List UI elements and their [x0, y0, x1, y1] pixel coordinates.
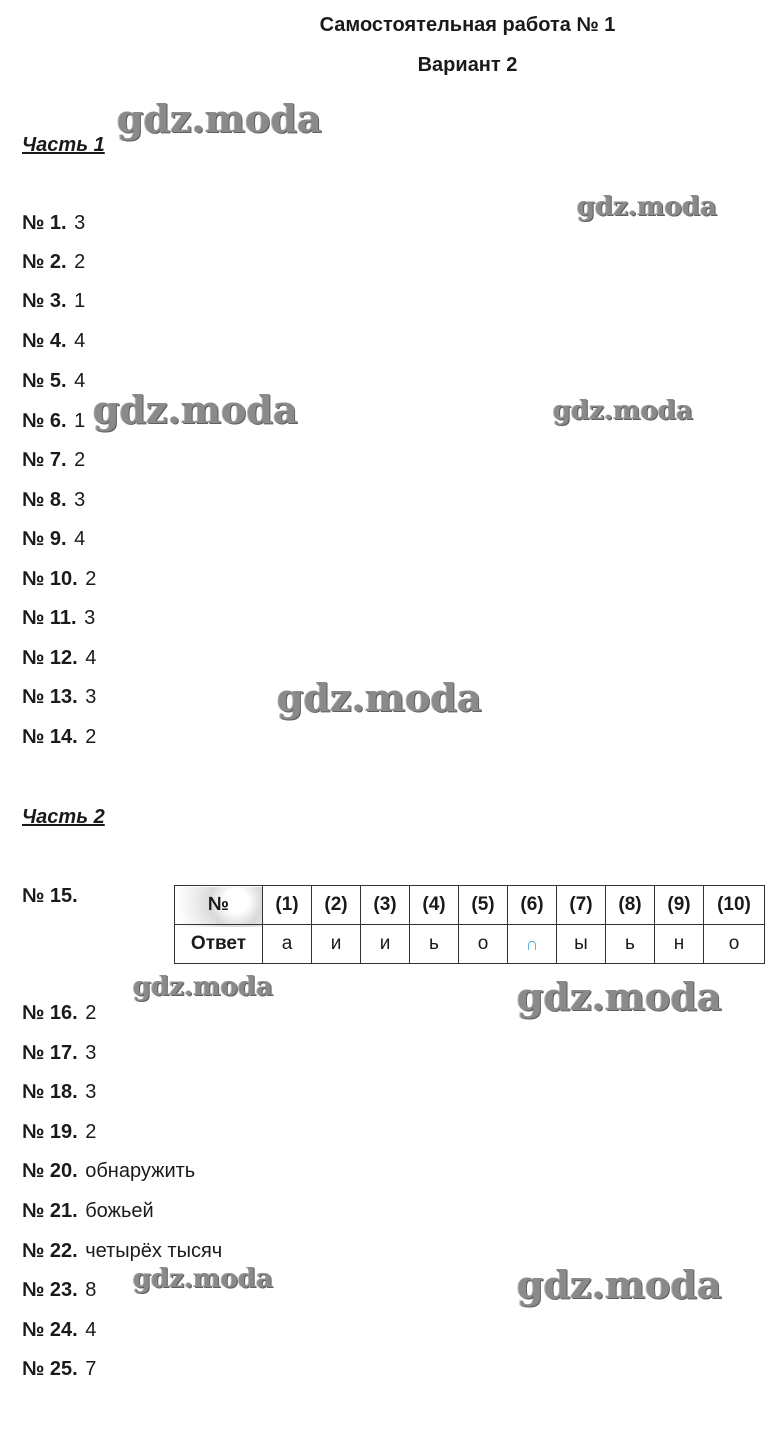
answer-line [22, 726, 96, 749]
watermark: gdz.moda [517, 1262, 722, 1307]
answer-value: обнаружить [85, 1160, 196, 1182]
task-15-number: № 15. [22, 885, 78, 907]
answer-line [22, 686, 96, 709]
table-answer-cell: а [263, 925, 312, 964]
variant-title: Вариант 2 [417, 54, 518, 76]
answer-line [22, 1042, 96, 1065]
answer-number: № 12. [22, 647, 78, 669]
answer-line [22, 1240, 222, 1263]
answer-value: 4 [74, 370, 86, 392]
table-column-header: (3) [361, 886, 410, 925]
answer-line [22, 1081, 96, 1104]
answer-line [22, 568, 96, 591]
answer-line [22, 330, 85, 353]
answer-number: № 7. [22, 449, 67, 471]
answer-number: № 23. [22, 1279, 78, 1301]
table-answer-cell: и [361, 925, 410, 964]
answer-value: 3 [74, 212, 86, 234]
answer-line [22, 1002, 96, 1025]
answer-value: 2 [85, 568, 97, 590]
answer-value: 3 [85, 1081, 97, 1103]
answer-number: № 5. [22, 370, 67, 392]
table-column-header: (5) [459, 886, 508, 925]
table-answer-cell: о [459, 925, 508, 964]
watermark: gdz.moda [277, 675, 482, 720]
answer-value: 1 [74, 410, 86, 432]
answer-value: четырёх тысяч [85, 1240, 223, 1262]
answer-value: 3 [85, 686, 97, 708]
table-column-header: (10) [704, 886, 765, 925]
answer-number: № 9. [22, 528, 67, 550]
table-answer-cell: о [704, 925, 765, 964]
table-column-header: (8) [606, 886, 655, 925]
answer-value: 2 [85, 1121, 97, 1143]
answer-value: 4 [74, 528, 86, 550]
table-answer-cell: н [655, 925, 704, 964]
answer-number: № 16. [22, 1002, 78, 1024]
answer-number: № 24. [22, 1319, 78, 1341]
answer-number: № 4. [22, 330, 67, 352]
watermark: gdz.moda [133, 1264, 274, 1294]
table-answer-cell: ь [410, 925, 459, 964]
table-column-header: (6) [508, 886, 557, 925]
answer-line [22, 647, 96, 670]
task-15-table [174, 885, 765, 964]
answer-number: № 1. [22, 212, 67, 234]
answer-line [22, 489, 85, 512]
answer-number: № 10. [22, 568, 78, 590]
watermark: gdz.moda [577, 192, 718, 222]
answer-line [22, 1121, 96, 1144]
answer-value: 3 [85, 1042, 97, 1064]
answer-line [22, 370, 85, 393]
table-column-header: (1) [263, 886, 312, 925]
table-column-header: (2) [312, 886, 361, 925]
table-answer-cell: ∩ [508, 925, 557, 964]
answer-value: 2 [85, 1002, 97, 1024]
answer-number: № 17. [22, 1042, 78, 1064]
answer-value: 4 [74, 330, 86, 352]
watermark: gdz.moda [93, 387, 298, 432]
table-answer-cell: ы [557, 925, 606, 964]
table-header-row [175, 886, 765, 925]
answer-line [22, 1319, 96, 1342]
answer-line [22, 1200, 154, 1223]
answer-value: 2 [74, 449, 86, 471]
table-answer-cell: ь [606, 925, 655, 964]
answer-value: 7 [85, 1358, 97, 1380]
answer-number: № 8. [22, 489, 67, 511]
table-header-label: № [175, 886, 263, 925]
table-answer-row [175, 925, 765, 964]
table-column-header: (9) [655, 886, 704, 925]
answer-line [22, 449, 85, 472]
part1-heading: Часть 1 [22, 134, 105, 156]
answer-value: божьей [85, 1200, 154, 1222]
answer-number: № 19. [22, 1121, 78, 1143]
answer-number: № 18. [22, 1081, 78, 1103]
answer-value: 3 [74, 489, 86, 511]
table-column-header: (4) [410, 886, 459, 925]
answer-number: № 20. [22, 1160, 78, 1182]
table-row-label: Ответ [175, 925, 263, 964]
answer-line [22, 1279, 96, 1302]
answer-line [22, 212, 85, 235]
table-column-header: (7) [557, 886, 606, 925]
answer-number: № 25. [22, 1358, 78, 1380]
answer-number: № 14. [22, 726, 78, 748]
answer-line [22, 1358, 96, 1381]
answer-value: 2 [85, 726, 97, 748]
task-15-line [22, 885, 78, 908]
answer-number: № 6. [22, 410, 67, 432]
table-answer-cell: и [312, 925, 361, 964]
answer-number: № 2. [22, 251, 67, 273]
answer-value: 4 [85, 647, 97, 669]
answer-line [22, 410, 85, 433]
answer-number: № 3. [22, 290, 67, 312]
answer-line [22, 528, 85, 551]
watermark: gdz.moda [133, 972, 274, 1002]
answer-line [22, 290, 85, 313]
answer-value: 4 [85, 1319, 97, 1341]
part2-heading: Часть 2 [22, 806, 105, 828]
answer-value: 2 [74, 251, 86, 273]
page-title: Самостоятельная работа № 1 [319, 14, 616, 36]
answer-line [22, 251, 85, 274]
answer-number: № 11. [22, 607, 77, 629]
answer-number: № 22. [22, 1240, 78, 1262]
answer-line [22, 607, 95, 630]
watermark: gdz.moda [517, 974, 722, 1019]
watermark: gdz.moda [553, 396, 694, 426]
answer-line [22, 1160, 195, 1183]
answer-number: № 13. [22, 686, 78, 708]
answer-value: 3 [84, 607, 96, 629]
answer-number: № 21. [22, 1200, 78, 1222]
answer-value: 8 [85, 1279, 97, 1301]
answer-value: 1 [74, 290, 86, 312]
watermark: gdz.moda [117, 96, 322, 141]
